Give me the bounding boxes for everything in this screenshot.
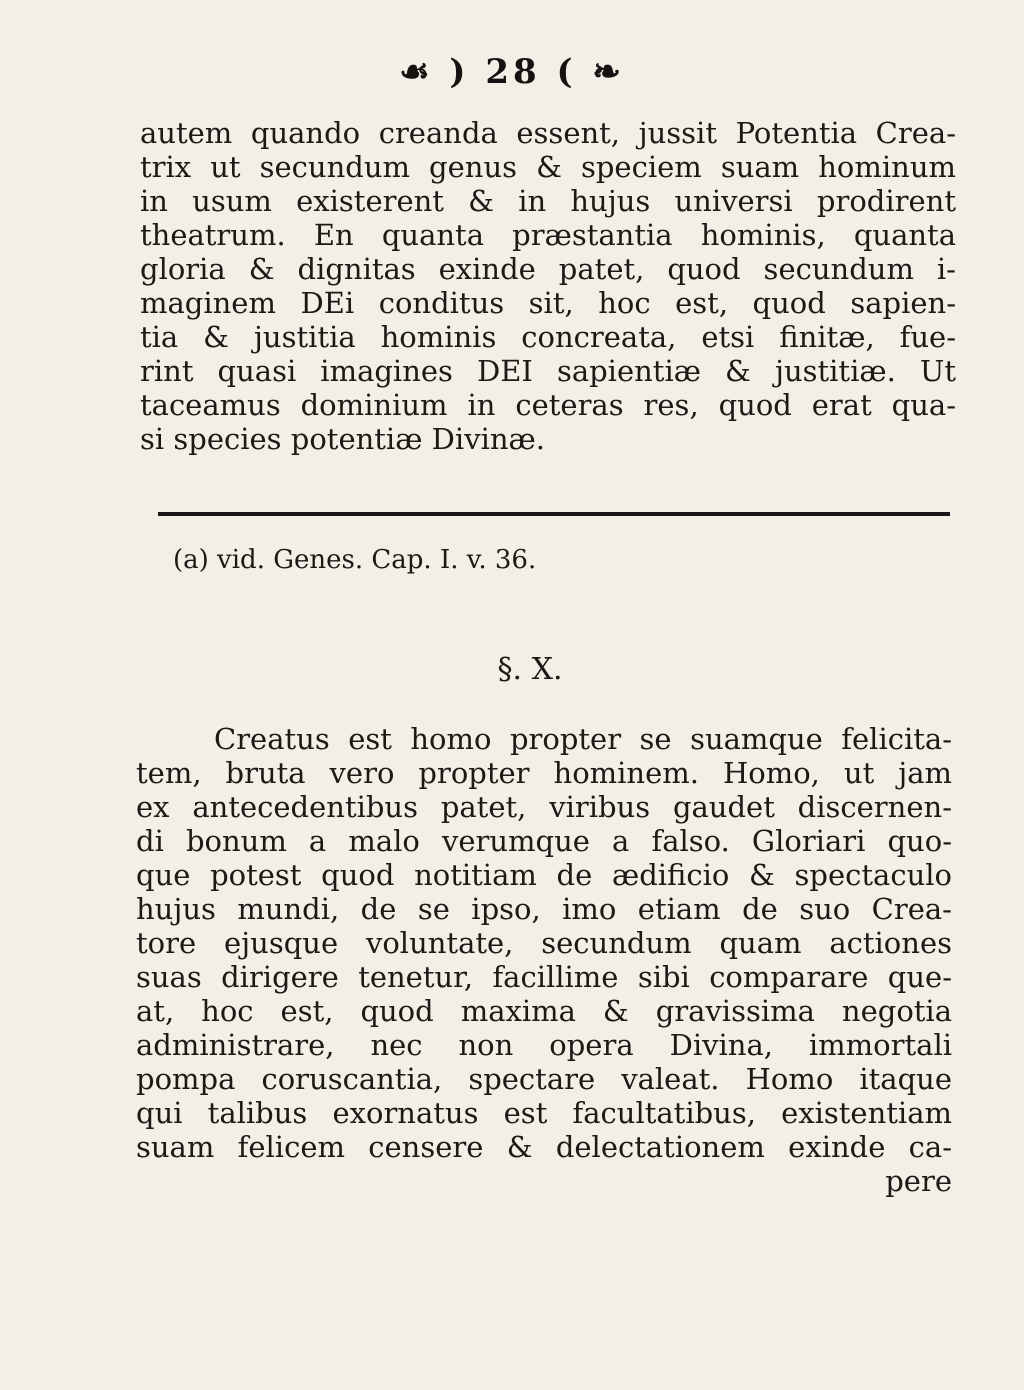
text-line: qui talibus exornatus est facultatibus, existentiam bbox=[136, 1096, 952, 1130]
text-line: at, hoc est, quod maxima & gravissima negotia bbox=[136, 994, 952, 1028]
text-line: pompa coruscantia, spectare valeat. Homo itaque bbox=[136, 1062, 952, 1096]
text-line: ex antecedentibus patet, viribus gaudet discernen- bbox=[136, 790, 952, 824]
text-line: suam felicem censere & delectationem exinde ca- bbox=[136, 1130, 952, 1164]
text-line: theatrum. En quanta præstantia hominis, quanta bbox=[140, 218, 956, 252]
text-line: tem, bruta vero propter hominem. Homo, ut jam bbox=[136, 756, 952, 790]
text-line: tore ejusque voluntate, secundum quam actiones bbox=[136, 926, 952, 960]
text-line: in usum existerent & in hujus universi prodirent bbox=[140, 184, 956, 218]
paragraph-section-x bbox=[136, 722, 952, 1198]
text-line: maginem DEi conditus sit, hoc est, quod sapien- bbox=[140, 286, 956, 320]
text-line: Creatus est homo propter se suamque felicita- bbox=[214, 722, 952, 756]
page-header: ☙ ) 28 ( ❧ bbox=[399, 52, 625, 92]
section-heading: §. X. bbox=[497, 652, 563, 687]
text-line: suas dirigere tenetur, facillime sibi comparare que- bbox=[136, 960, 952, 994]
text-line: administrare, nec non opera Divina, immortali bbox=[136, 1028, 952, 1062]
catchword: pere bbox=[885, 1164, 952, 1198]
text-line: que potest quod notitiam de ædificio & spectaculo bbox=[136, 858, 952, 892]
footnote: (a) vid. Genes. Cap. I. v. 36. bbox=[173, 545, 537, 575]
text-line: autem quando creanda essent, jussit Potentia Crea- bbox=[140, 116, 956, 150]
text-line: di bonum a malo verumque a falso. Gloriari quo- bbox=[136, 824, 952, 858]
text-line: gloria & dignitas exinde patet, quod secundum i- bbox=[140, 252, 956, 286]
footnote-divider bbox=[158, 512, 950, 516]
text-line: hujus mundi, de se ipso, imo etiam de suo Crea- bbox=[136, 892, 952, 926]
text-line: taceamus dominium in ceteras res, quod erat qua- bbox=[140, 388, 956, 422]
text-line: rint quasi imagines DEI sapientiæ & justitiæ. Ut bbox=[140, 354, 956, 388]
text-line: tia & justitia hominis concreata, etsi finitæ, fue- bbox=[140, 320, 956, 354]
paragraph-main bbox=[140, 116, 956, 456]
text-line: trix ut secundum genus & speciem suam hominum bbox=[140, 150, 956, 184]
text-line: si species potentiæ Divinæ. bbox=[140, 422, 546, 456]
